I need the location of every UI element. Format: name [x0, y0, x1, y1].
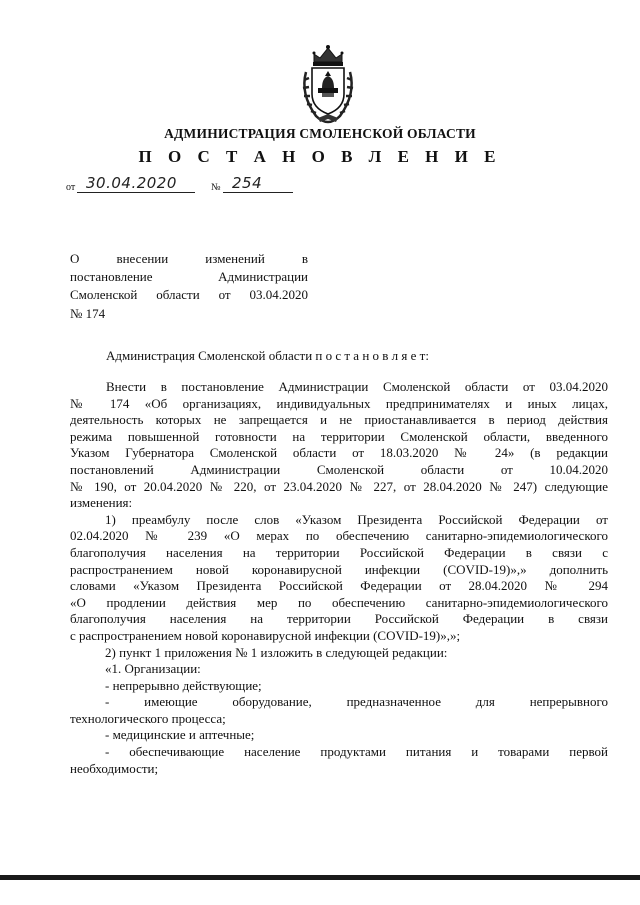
- body-line: деятельность которых не запрещается и не приостанавливается в период действия: [70, 412, 608, 428]
- body-line: технологического процесса;: [70, 710, 226, 726]
- number-value: 254: [232, 174, 263, 192]
- body-line: № 190, от 20.04.2020 № 220, от 23.04.2020 № 227, от 28.04.2020 № 247) следующие: [70, 478, 608, 494]
- body-line: - имеющие оборудование, предназначенное для непрерывного: [105, 694, 608, 710]
- date-number-line: [66, 174, 306, 194]
- document-body: [70, 379, 608, 777]
- smolensk-coat-of-arms-icon: [292, 42, 364, 126]
- body-line: изменения:: [70, 495, 133, 511]
- body-line: с распространением новой коронавирусной инфекции (COVID-19)»,»;: [70, 627, 461, 643]
- document-type: П О С Т А Н О В Л Е Н И Е: [138, 147, 502, 166]
- body-line: 2) пункт 1 приложения № 1 изложить в следующей редакции:: [105, 644, 448, 660]
- subject-line: постановление Администрации: [70, 269, 308, 285]
- body-line: необходимости;: [70, 760, 159, 776]
- body-line: режима повышенной готовности на территории Смоленской области, введенного: [70, 428, 608, 444]
- body-line: постановлений Администрации Смоленской области от 10.04.2020: [70, 461, 608, 477]
- body-line: - обеспечивающие население продуктами питания и товарами первой: [105, 744, 608, 760]
- subject-line: О внесении изменений в: [70, 251, 308, 266]
- body-line: «О продлении действия мер по обеспечению санитарно-эпидемиологического: [70, 594, 608, 610]
- preamble: Администрация Смоленской области п о с т а н о в л я е т:: [106, 348, 429, 363]
- body-line: распространением новой коронавирусной инфекции (COVID-19)»,» дополнить: [70, 561, 608, 577]
- scan-edge-bar: [0, 875, 640, 880]
- date-label: от: [66, 182, 76, 193]
- date-underline: [77, 192, 195, 193]
- body-line: 02.04.2020 № 239 «О мерах по обеспечению санитарно-эпидемиологического: [70, 528, 608, 544]
- number-label: №: [211, 182, 221, 193]
- body-line: 1) преамбулу после слов «Указом Президента Российской Федерации от: [105, 511, 608, 527]
- number-underline: [223, 192, 293, 193]
- document-subject: [70, 250, 308, 323]
- subject-line: № 174: [70, 305, 106, 321]
- body-line: Внести в постановление Администрации Смоленской области от 03.04.2020: [106, 379, 608, 394]
- body-line: благополучия населения на территории Российской Федерации в связи с: [70, 544, 608, 560]
- body-line: - непрерывно действующие;: [105, 677, 262, 693]
- body-line: - медицинские и аптечные;: [105, 727, 255, 743]
- body-line: благополучия населения на территории Российской Федерации в связи: [70, 611, 608, 627]
- body-line: «1. Организации:: [105, 661, 201, 677]
- body-line: Указом Губернатора Смоленской области от 18.03.2020 № 24» (в редакции: [70, 445, 608, 461]
- body-line: словами «Указом Президента Российской Федерации от 28.04.2020 № 294: [70, 578, 608, 594]
- body-line: № 174 «Об организациях, индивидуальных предпринимателях и иных лицах,: [70, 395, 608, 411]
- date-value: 30.04.2020: [86, 174, 177, 192]
- subject-line: Смоленской области от 03.04.2020: [70, 287, 308, 303]
- organization-name: АДМИНИСТРАЦИЯ СМОЛЕНСКОЙ ОБЛАСТИ: [164, 126, 476, 141]
